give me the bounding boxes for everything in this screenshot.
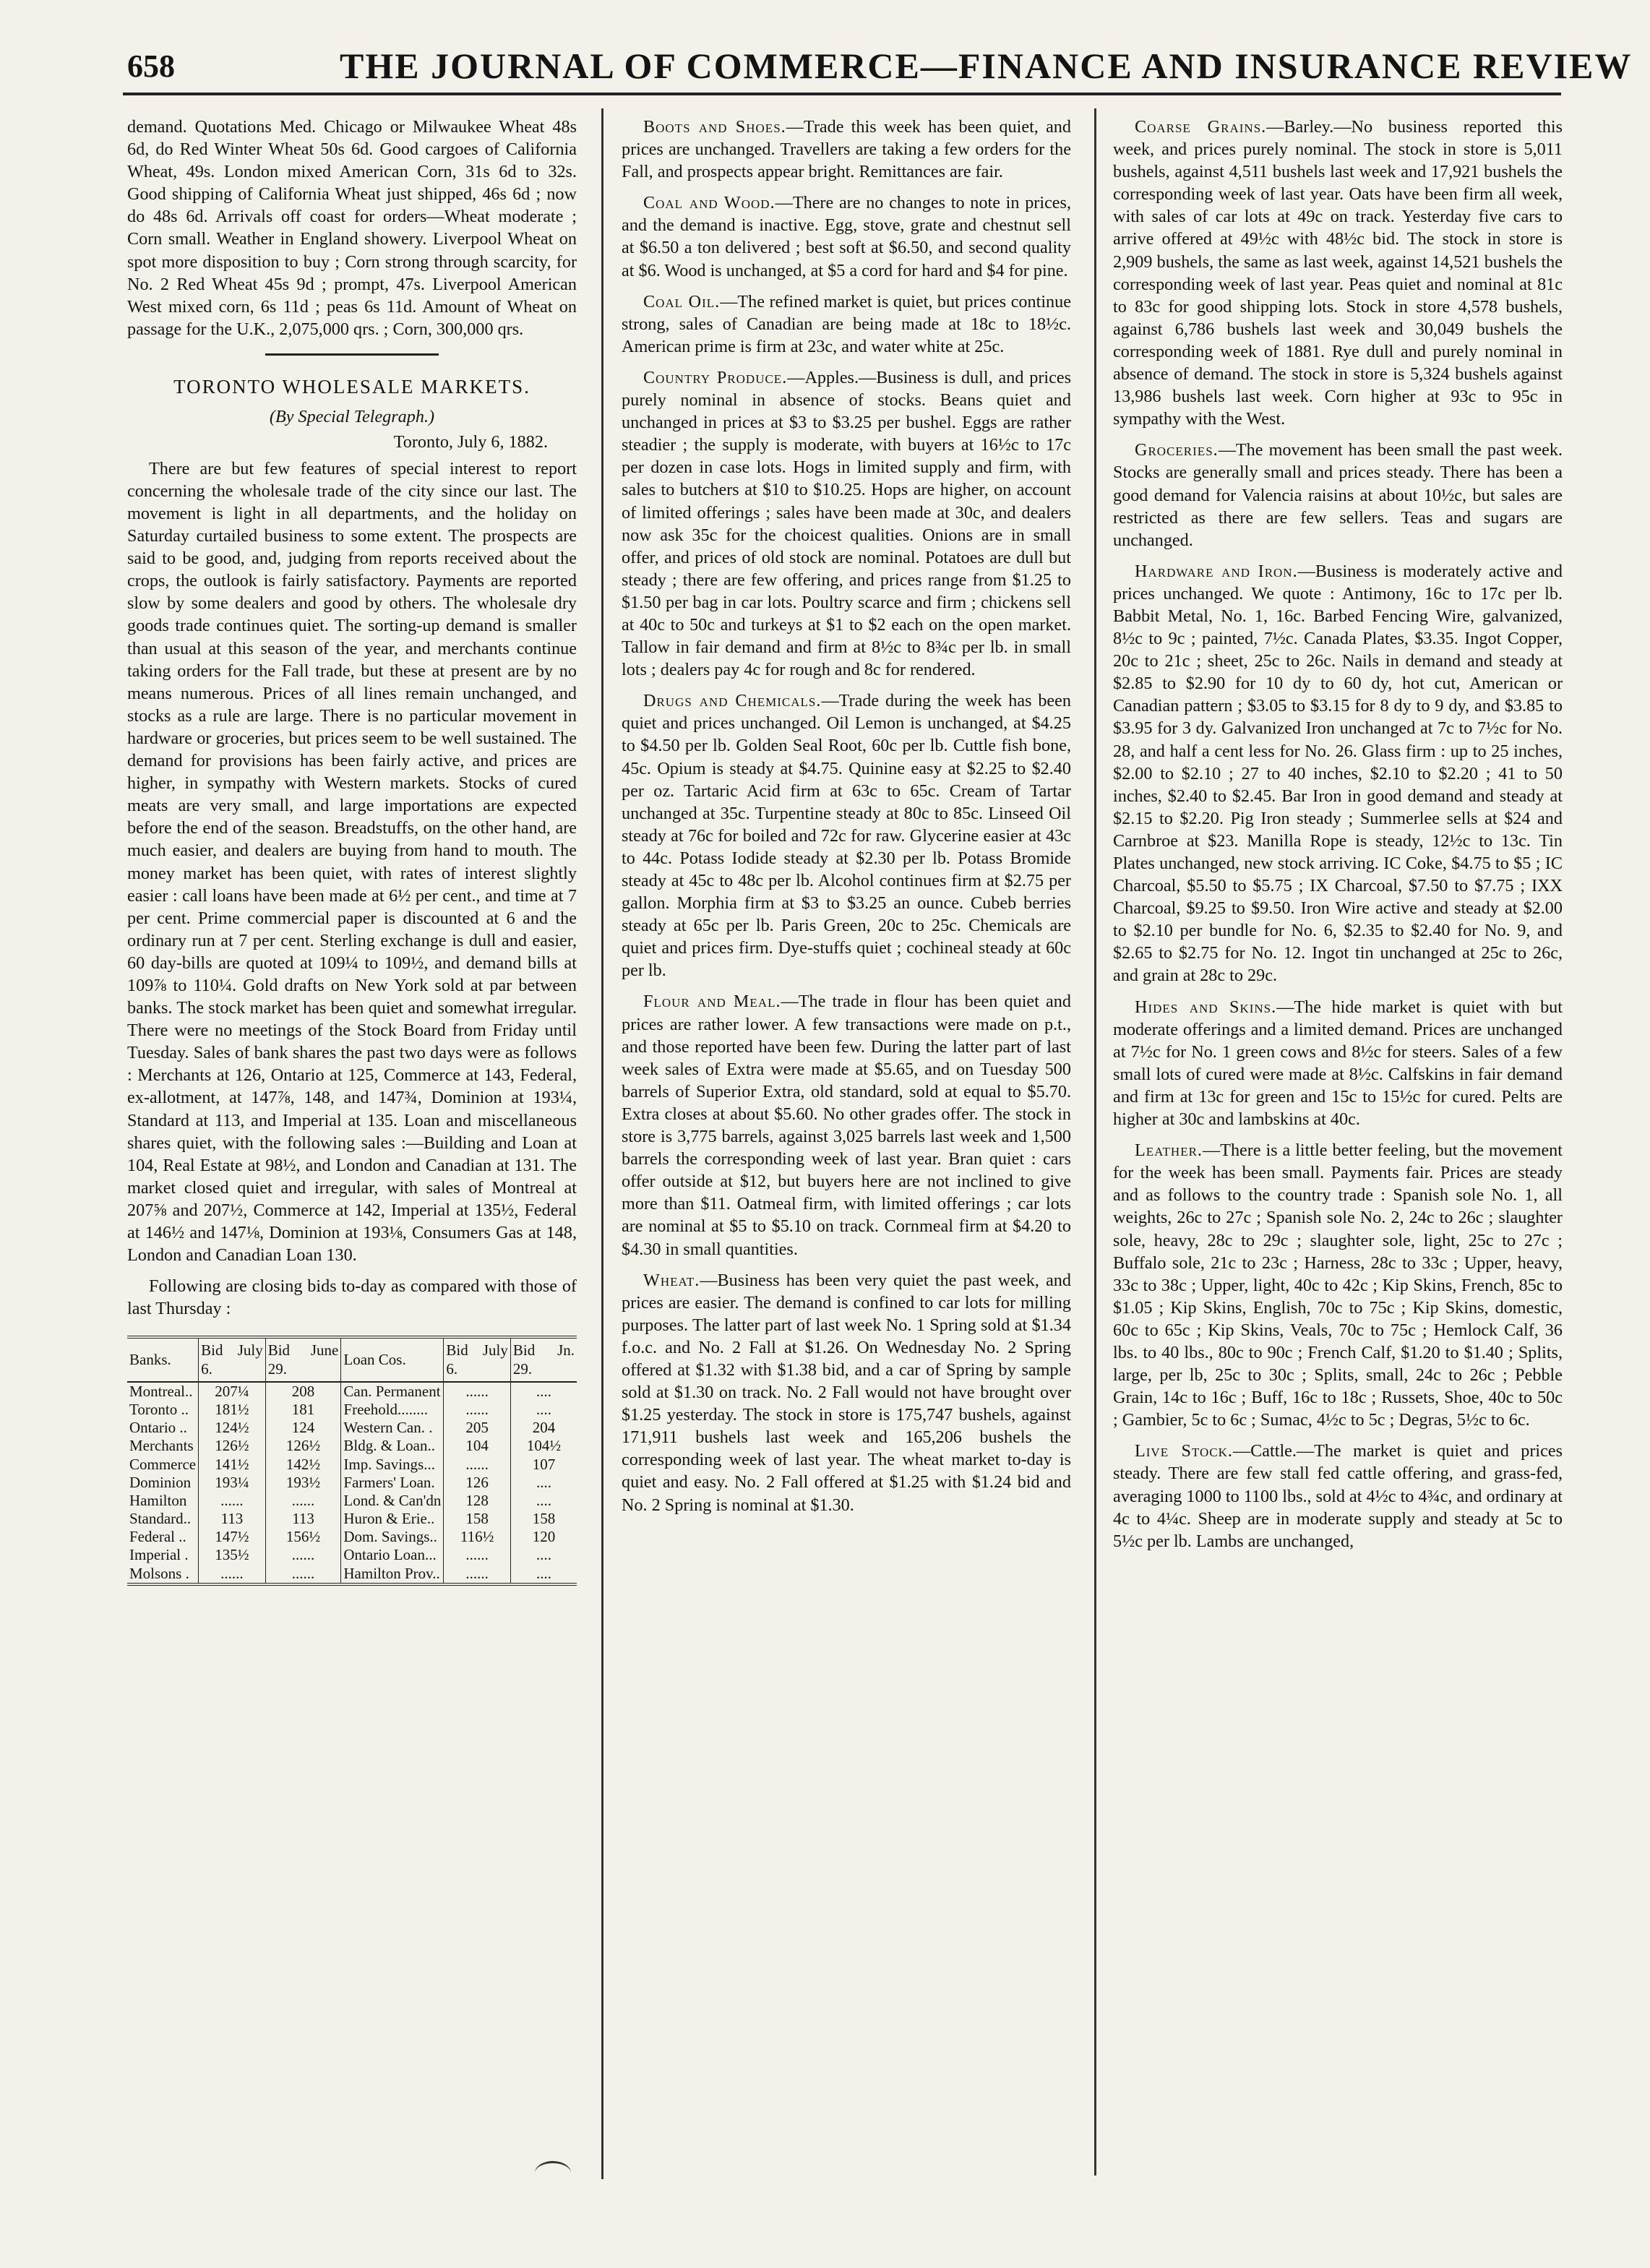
paragraph-coal-oil — [622, 291, 1071, 358]
bank-bid-june-cell: 126½ — [265, 1437, 341, 1455]
loan-bid-june-cell: .... — [536, 1400, 551, 1418]
paragraph-liverpool-cables: demand. Quotations Med. Chicago or Milwaukee Wheat 48s 6d, do Red Winter Wheat 50s 6d. Good cargoes of California Wheat, 49s. London mixed American Corn, 31s 6d to 32s. Good shipping of California Wheat just shipped, 46s 6d ; now do 48s 6d. Arrivals off coast for orders—Wheat moderate ; Corn small. Weather in England showery. Liverpool Wheat on spot more disposition to buy ; Corn strong through scarcity, for No. 2 Red Wheat 45s 9d ; prompt, 47s. Liverpool American West mixed corn, 6s 11d ; peas 6s 11d. Amount of Wheat on passage for the U.K., 2,075,000 qrs. ; Corn, 300,000 qrs. — [127, 117, 577, 339]
bank-bid-june-cell: ...... — [265, 1546, 341, 1564]
loan-bid-june-cell: 120 — [532, 1528, 556, 1546]
heading-boots-and-shoes: Boots and Shoes. — [643, 117, 786, 137]
loan-bid-june-cell: 107 — [532, 1455, 556, 1473]
header-rule — [123, 93, 1561, 95]
header-banks: Banks. — [127, 1337, 199, 1381]
heading-leather: Leather. — [1135, 1141, 1203, 1161]
loan-bid-july-cell: 104 — [444, 1437, 510, 1455]
table-row — [127, 1456, 577, 1474]
heading-country-produce: Country Produce. — [643, 367, 788, 387]
section-title: TORONTO WHOLESALE MARKETS. — [173, 375, 530, 398]
byline: (By Special Telegraph.) — [269, 406, 435, 426]
text-coarse-grains: —Barley.—No business reported this week, and prices purely nominal. The stock in store is 5,011 bushels, against 4,511 bushels last week and 17,921 bushels the corresponding week of last year. Oats have been firm all week, with sales of car lots at 49c on track. Yesterday five cars to arrive offered at 49½c with 48½c bid. The stock in store is 2,909 bushels, the same as last week, against 14,521 bushels the corresponding week of last year. Peas quiet and nominal at 81c to 83c for good shipping lots. Stock in store 4,578 bushels, against 6,786 bushels last week and 30,049 bushels the corresponding week of 1881. Rye dull and purely nominal in absence of demand. The stock in store is 5,324 bushels against 13,986 bushels last week. Corn higher at 93c to 95c in sympathy with the West. — [1113, 117, 1563, 429]
heading-hides-and-skins: Hides and Skins. — [1135, 997, 1277, 1017]
column-2 — [622, 116, 1071, 2190]
table-header-row — [127, 1337, 577, 1381]
bank-name-cell: Montreal.. — [127, 1382, 199, 1401]
bank-name-cell: Toronto .. — [127, 1401, 199, 1419]
column-1 — [127, 116, 577, 2190]
bank-bid-july-cell: 147½ — [199, 1528, 266, 1546]
bank-name-cell: Hamilton — [127, 1492, 199, 1510]
text-flour-and-meal: —The trade in flour has been quiet and prices are rather lower. A few transactions were made on p.t., and those reported have been few. During the latter part of last week sales of Extra were made at $5.65, and on Tuesday 500 barrels of Superior Extra, old standard, sold at equal to $5.70. Extra closes at about $5.60. No other grades offer. The stock in store is 3,775 barrels, against 3,025 barrels last week and 1,500 barrels the corresponding week of last year. Bran quiet : cars offer outside at $12, but buyers here are not inclined to give more than $11. Oatmeal firm, with limited offerings ; car lots are nominal at $5 to $5.10 on track. Cornmeal firm at $4.20 to $4.30 in small quantities. — [622, 992, 1071, 1259]
table-row — [127, 1546, 577, 1564]
bank-name-cell: Imperial . — [127, 1546, 199, 1564]
text-groceries: —The movement has been small the past week. Stocks are generally small and prices steady. There has been a good demand for Valencia raisins at about 10½c, but sales are restricted as there are few sellers. Teas and sugars are unchanged. — [1113, 440, 1563, 550]
loan-bid-july-cell: 116½ — [444, 1528, 510, 1546]
bank-bid-july-cell: 113 — [199, 1510, 266, 1528]
loan-bid-june-cell: .... — [536, 1546, 551, 1564]
text-live-stock: —Cattle.—The market is quiet and prices steady. There are few stall fed cattle offering, and grass-fed, averaging 1000 to 1100 lbs., sold at 4½c to 4¾c, and ordinary at 4c to 4¼c. Sheep are in moderate supply and steady at 5c to 5½c per lb. Lambs are unchanged, — [1113, 1441, 1563, 1551]
text-wheat: —Business has been very quiet the past week, and prices are easier. The demand is confined to car lots for milling purposes. The latter part of last week No. 1 Spring sold at $1.34 f.o.c. and No. 2 Fall at $1.26. On Wednesday No. 2 Spring offered at $1.32 with $1.38 bid, and a car of Spring by sample sold at $1.30 on track. No. 2 Fall would not have brought over $1.25 yesterday. The stock in store is 175,747 bushels, against 171,911 bushels last week and 165,206 bushels the corresponding week of last year. The wheat market to-day is quiet and easy. No. 2 Fall offered at $1.25 with $1.24 bid and No. 2 Spring is nominal at $1.30. — [622, 1270, 1071, 1515]
heading-coarse-grains: Coarse Grains. — [1135, 117, 1267, 137]
bank-name-cell: Molsons . — [127, 1565, 199, 1584]
closing-bids-table — [127, 1336, 577, 1585]
heading-drugs-and-chemicals: Drugs and Chemicals. — [643, 691, 822, 711]
text-boots-and-shoes: —Trade this week has been quiet, and prices are unchanged. Travellers are taking a few orders for the Fall, and prospects appear bright. Remittances are fair. — [622, 117, 1071, 182]
bank-bid-june-cell: 208 — [265, 1382, 341, 1401]
header-bid-june-banks: Bid June 29. — [265, 1337, 341, 1381]
column-divider-2 — [1094, 108, 1096, 2175]
bank-bid-july-cell: ...... — [199, 1565, 266, 1584]
loan-bid-july-cell: ...... — [444, 1382, 510, 1401]
paragraph-closing-bids-intro: Following are closing bids to-day as compared with those of last Thursday : — [127, 1276, 577, 1319]
paragraph-country-produce — [622, 366, 1071, 681]
loan-bid-june-cell: .... — [536, 1564, 551, 1582]
text-country-produce: —Apples.—Business is dull, and prices purely nominal in absence of stocks. Beans quiet and unchanged in prices at $3 to $3.25 per bushel. Eggs are rather steadier ; the supply is moderate, with buyers at 16½c to 17c per dozen in case lots. Hogs in limited supply and firm, with sales to butchers at $10 to $10.25. Hops are higher, on account of limited offerings ; sales have been made at 30c, and dealers now ask 35c for the choicest qualities. Onions are in small offer, and prices of old stock are nominal. Potatoes are dull but steady ; there are few offering, and prices range from $1.25 to $1.50 per bag in car lots. Poultry scarce and firm ; chickens sell at 40c to 50c and turkeys at $1 to $2 each on the open market. Tallow in fair demand and firm at 8½c to 8¾c per lb. in small lots ; dealers pay 4c for rough and 8c for rendered. — [622, 367, 1071, 680]
loan-co-name-cell: Bldg. & Loan.. — [341, 1437, 444, 1455]
bank-bid-june-cell: ...... — [265, 1565, 341, 1584]
bank-bid-june-cell: 113 — [265, 1510, 341, 1528]
bank-bid-june-cell: 193½ — [265, 1474, 341, 1492]
heading-flour-and-meal: Flour and Meal. — [643, 992, 781, 1012]
paragraph-coal-and-wood — [622, 192, 1071, 281]
paragraph-groceries — [1113, 439, 1563, 551]
table-row — [127, 1492, 577, 1510]
text-hides-and-skins: —The hide market is quiet with but moderate offerings and a limited demand. Prices are unchanged at 7½c for No. 1 green cows and 8½c for steers. Sales of a few small lots of cured were made at 8½c. Calfskins in fair demand and firm at 13c for green and 15c to 15½c for cured. Pelts are higher at 30c and lambskins at 40c. — [1113, 997, 1563, 1130]
loan-co-name-cell: Hamilton Prov.. — [341, 1565, 444, 1584]
loan-bid-july-cell: 205 — [444, 1419, 510, 1437]
column-divider-1 — [601, 108, 603, 2179]
bank-name-cell: Federal .. — [127, 1528, 199, 1546]
table-row — [127, 1528, 577, 1546]
loan-bid-july-cell: 158 — [444, 1510, 510, 1528]
table-row — [127, 1510, 577, 1528]
loan-co-name-cell: Imp. Savings... — [341, 1456, 444, 1474]
paragraph-market-summary: There are but few features of special interest to report concerning the wholesale trade of the city since our last. The movement is light in all departments, and the holiday on Saturday curtailed business to some extent. The prospects are said to be good, and, judging from reports received about the crops, the outlook is fairly satisfactory. Payments are reported slow by some dealers and good by others. The wholesale dry goods trade continues quiet. The sorting-up demand is smaller than usual at this season of the year, and merchants continue taking orders for the Fall trade, but these at present are by no means numerous. Prices of all lines remain unchanged, and stocks as a rule are large. There is no particular movement in hardware or groceries, but prices seem to be well sustained. The demand for provisions has been fairly active, and prices are higher, in sympathy with Western markets. Stocks of cured meats are very small, and large importations are expected before the end of the season. Breadstuffs, on the other hand, are much easier, and dealers are buying from hand to mouth. The money market has been quiet, with rates of interest slightly easier : call loans have been made at 6½ per cent., and time at 7 per cent. Prime commercial paper is discounted at 6 and the ordinary run at 7 per cent. Sterling exchange is dull and easier, 60 day-bills are quoted at 109¼ to 109½, and demand bills at 109⅞ to 110¼. Gold drafts on New York sold at par between banks. The stock market has been quiet and somewhat irregular. There were no meetings of the Stock Board from Friday until Tuesday. Sales of bank shares the past two days were as follows : Merchants at 126, Ontario at 125, Commerce at 143, Federal, ex-allotment, at 147⅞, 148, and 147¾, Dominion at 193¼, Standard at 113, and Imperial at 135. Loan and miscellaneous shares quiet, with the following sales :—Building and Loan at 104, Real Estate at 98½, and London and Canadian at 131. The market closed quiet and irregular, with sales of Montreal at 207⅝ and 207½, Commerce at 142, Imperial at 135½, Federal at 146½ and 147⅛, Dominion at 193⅛, Consumers Gas at 148, London and Canadian Loan 130. — [127, 458, 577, 1266]
heading-wheat: Wheat. — [643, 1270, 700, 1290]
loan-bid-july-cell: ...... — [444, 1401, 510, 1419]
bank-bid-july-cell: 126½ — [199, 1437, 266, 1455]
loan-bid-june-cell: .... — [536, 1382, 551, 1400]
loan-bid-july-cell: ...... — [444, 1456, 510, 1474]
bank-bid-july-cell: 193¼ — [199, 1474, 266, 1492]
header-bid-june-loans: Bid Jn. 29. — [510, 1337, 577, 1381]
bank-bid-june-cell: 156½ — [265, 1528, 341, 1546]
bank-bid-june-cell: ...... — [265, 1492, 341, 1510]
heading-coal-oil: Coal Oil. — [643, 291, 721, 312]
loan-bid-june-cell: .... — [536, 1473, 551, 1491]
paragraph-hardware-and-iron — [1113, 560, 1563, 987]
loan-bid-july-cell: ...... — [444, 1565, 510, 1584]
bank-bid-july-cell: ...... — [199, 1492, 266, 1510]
table-row — [127, 1565, 577, 1584]
table-row — [127, 1382, 577, 1401]
table-row — [127, 1474, 577, 1492]
bank-bid-july-cell: 207¼ — [199, 1382, 266, 1401]
loan-co-name-cell: Farmers' Loan. — [341, 1474, 444, 1492]
paragraph-wheat — [622, 1269, 1071, 1516]
paragraph-leather — [1113, 1139, 1563, 1431]
header-bid-july-loans: Bid July 6. — [444, 1337, 510, 1381]
bank-bid-july-cell: 181½ — [199, 1401, 266, 1419]
printer-mark — [535, 2161, 571, 2185]
loan-bid-june-cell: 158 — [532, 1510, 556, 1528]
loan-co-name-cell: Freehold........ — [341, 1401, 444, 1419]
loan-bid-june-cell: .... — [536, 1491, 551, 1509]
paragraph-hides-and-skins — [1113, 996, 1563, 1131]
running-head: THE JOURNAL OF COMMERCE—FINANCE AND INSURANCE REVIEW — [340, 46, 1633, 86]
heading-coal-and-wood: Coal and Wood. — [643, 193, 775, 213]
header-loan-cos: Loan Cos. — [341, 1337, 444, 1381]
loan-bid-june-cell: 204 — [532, 1419, 556, 1437]
table-row — [127, 1437, 577, 1455]
loan-co-name-cell: Can. Permanent — [341, 1382, 444, 1401]
text-coal-oil: —The refined market is quiet, but prices continue strong, sales of Canadian are being made at 18c to 18½c. American prime is firm at 23c, and water white at 25c. — [622, 291, 1071, 356]
header-bid-july-banks: Bid July 6. — [199, 1337, 266, 1381]
dateline: Toronto, July 6, 1882. — [393, 431, 548, 452]
loan-co-name-cell: Dom. Savings.. — [341, 1528, 444, 1546]
bank-bid-july-cell: 141½ — [199, 1456, 266, 1474]
bank-name-cell: Dominion — [127, 1474, 199, 1492]
loan-co-name-cell: Huron & Erie.. — [341, 1510, 444, 1528]
bank-name-cell: Merchants — [127, 1437, 199, 1455]
loan-bid-july-cell: 126 — [444, 1474, 510, 1492]
page-number: 658 — [127, 48, 175, 84]
loan-bid-july-cell: ...... — [444, 1546, 510, 1564]
loan-co-name-cell: Ontario Loan... — [341, 1546, 444, 1564]
heading-groceries: Groceries. — [1135, 440, 1219, 460]
loan-co-name-cell: Lond. & Can'dn — [341, 1492, 444, 1510]
paragraph-flour-and-meal — [622, 990, 1071, 1260]
bank-bid-june-cell: 181 — [265, 1401, 341, 1419]
bank-name-cell: Ontario .. — [127, 1419, 199, 1437]
paragraph-boots-and-shoes — [622, 116, 1071, 183]
loan-bid-june-cell: 104½ — [526, 1437, 562, 1455]
bank-name-cell: Standard.. — [127, 1510, 199, 1528]
loan-bid-july-cell: 128 — [444, 1492, 510, 1510]
text-leather: —There is a little better feeling, but the movement for the week has been small. Payments fair. Prices are steady and as follows to the country trade : Spanish sole No. 1, all weights, 26c to 27c ; Spanish sole No. 2, 24c to 26c ; slaughter sole, heavy, 28c to 29c ; slaughter sole, light, 25c to 27c ; Buffalo sole, 21c to 23c ; Harness, 28c to 33c ; Upper, heavy, 33c to 38c ; Upper, light, 40c to 42c ; Kip Skins, French, 85c to $1.05 ; Kip Skins, English, 70c to 75c ; Kip Skins, domestic, 60c to 65c ; Kip Skins, Veals, 70c to 75c ; Hemlock Calf, 36 lbs. to 40 lbs., 80c to 90c ; French Calf, $1.20 to $1.40 ; Splits, large, per lb, 25c to 30c ; Splits, small, 24c to 26c ; Pebble Grain, 14c to 16c ; Buff, 16c to 18c ; Russets, Shoe, 40c to 50c ; Gambier, 5c to 6c ; Sumac, 4½c to 5c ; Degras, 5½c to 6c. — [1113, 1141, 1563, 1430]
bank-bid-july-cell: 135½ — [199, 1546, 266, 1564]
section-separator — [265, 353, 439, 356]
paragraph-coarse-grains — [1113, 116, 1563, 430]
text-coal-and-wood: —There are no changes to note in prices, and the demand is inactive. Egg, stove, grate and chestnut sell at $6.50 a ton delivered ; best soft at $6.50, and second quality at $6. Wood is unchanged, at $5 a cord for hard and $4 for pine. — [622, 193, 1071, 280]
bank-bid-june-cell: 142½ — [265, 1456, 341, 1474]
bank-bid-july-cell: 124½ — [199, 1419, 266, 1437]
bank-name-cell: Commerce — [127, 1456, 199, 1474]
loan-co-name-cell: Western Can. . — [341, 1419, 444, 1437]
column-3 — [1113, 116, 1563, 2190]
text-drugs-and-chemicals: —Trade during the week has been quiet and prices unchanged. Oil Lemon is unchanged, at $4.25 to $4.50 per lb. Golden Seal Root, 60c per lb. Cuttle fish bone, 45c. Opium is steady at $4.75. Quinine easy at $2.25 to $2.40 per oz. Tartaric Acid firm at 63c to 65c. Cream of Tartar unchanged at 35c. Turpentine steady at 80c to 85c. Linseed Oil steady at 76c for boiled and 72c for raw. Glycerine easier at 43c to 44c. Potass Iodide steady at $2.30 per lb. Potass Bromide steady at 45c to 48c per lb. Alcohol continues firm at $2.75 per gallon. Morphia firm at $3 to $3.25 an ounce. Cubeb berries steady at 65c per lb. Paris Green, 20c to 25c. Chemicals are quiet and prices firm. Dye-stuffs quiet ; cochineal steady at 60c per lb. — [622, 691, 1071, 981]
text-hardware-and-iron: —Business is moderately active and prices unchanged. We quote : Antimony, 16c to 17c per lb. Babbit Metal, No. 1, 16c. Barbed Fencing Wire, galvanized, 8½c to 9c ; painted, 7½c. Canada Plates, $3.35. Ingot Copper, 20c to 21c ; sheet, 25c to 26c. Nails in demand and steady at $2.85 to $2.90 for 10 dy to 60 dy, hot cut, American or Canadian pattern ; $3.05 to $3.15 for 8 dy to 9 dy, and $3.85 to $3.95 for 3 dy. Galvanized Iron unchanged at 7c to 7½c for No. 28, and half a cent less for No. 26. Glass firm : up to 25 inches, $2.00 to $2.10 ; 27 to 40 inches, $2.10 to $2.20 ; 41 to 50 inches, $2.40 to $2.45. Bar Iron in good demand and steady at $2.15 to $2.20. Pig Iron steady ; Summerlee sells at $24 and Carnbroe at $23. Manilla Rope is steady, 12½c to 13c. Tin Plates unchanged, new stock arriving. IC Coke, $4.75 to $5 ; IC Charcoal, $5.50 to $5.75 ; IX Charcoal, $7.50 to $7.75 ; IXX Charcoal, $9.25 to $9.50. Iron Wire active and steady at $2.00 to $2.10 per bundle for No. 6, $2.35 to $2.40 for No. 9, and $2.65 to $2.75 for No. 12. Ingot tin unchanged at 25c to 26c, and grain at 28c to 29c. — [1113, 561, 1563, 986]
heading-hardware-and-iron: Hardware and Iron. — [1135, 561, 1298, 581]
paragraph-drugs-and-chemicals — [622, 690, 1071, 981]
paragraph-live-stock — [1113, 1440, 1563, 1552]
heading-live-stock: Live Stock. — [1135, 1441, 1233, 1461]
table-row — [127, 1419, 577, 1437]
table-row — [127, 1401, 577, 1419]
bank-bid-june-cell: 124 — [265, 1419, 341, 1437]
